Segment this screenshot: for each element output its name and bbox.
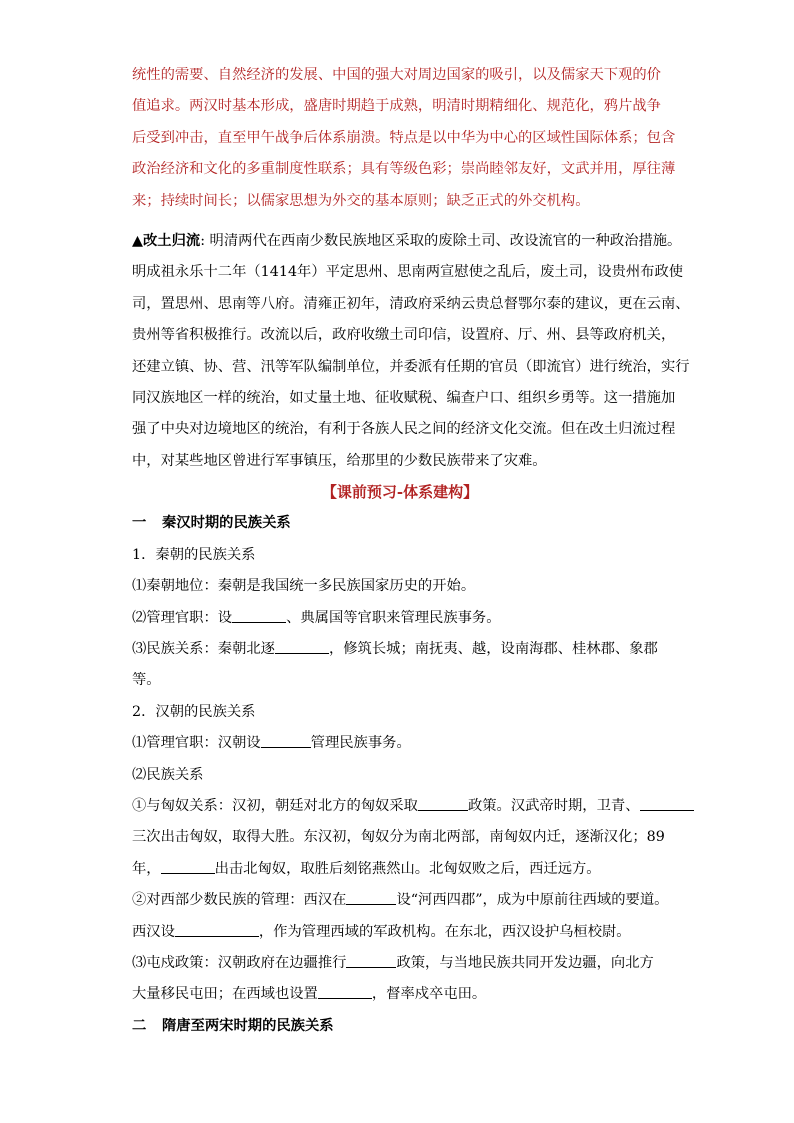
- xiongnu-line-2: 三次出击匈奴，取得大胜。东汉初，匈奴分为南北两部，南匈奴内迁，逐渐汉化；89: [132, 829, 665, 846]
- xiyu-text-c: 西汉设: [132, 923, 175, 940]
- gaitu-paragraph: [132, 226, 690, 477]
- gaitu-line-8: 中，对某些地区曾进行军事镇压，给那里的少数民族带来了灾难。: [132, 452, 547, 469]
- han-heading: 2．汉朝的民族关系: [132, 703, 256, 720]
- han-item-1-text-a: ⑴管理官职：汉朝设: [132, 735, 261, 752]
- tuntu-text-a: ⑶屯戍政策：汉朝政府在边疆推行: [132, 954, 347, 971]
- section-title: 【课前预习-体系建构】: [321, 483, 479, 502]
- gaitu-line-3: 司，置思州、思南等八府。清雍正初年，清政府采纳云贵总督鄂尔泰的建议，更在云南、: [132, 295, 690, 312]
- xiyu-text-d: ，作为管理西域的军政机构。在东北，西汉设护乌桓校尉。: [258, 923, 631, 940]
- qin-item-1: ⑴秦朝地位：秦朝是我国统一多民族国家历史的开始。: [132, 578, 476, 595]
- xiongnu-line-1: [132, 791, 668, 822]
- answer-blank[interactable]: [275, 639, 329, 654]
- tuntu-text-c: 大量移民屯田；在西域也设置: [132, 986, 318, 1003]
- part2-number: 二: [132, 1017, 147, 1034]
- xiyu-line-1: [132, 885, 668, 916]
- han-item-1-text-b: 管理民族事务。: [310, 735, 411, 752]
- part2-title: 隋唐至两宋时期的民族关系: [162, 1017, 334, 1034]
- answer-blank[interactable]: [318, 984, 372, 999]
- gaitu-line-5: 还建立镇、协、营、汛等军队编制单位，并委派有任期的官员（即流官）进行统治，实行: [132, 358, 690, 375]
- xiongnu-text-a: ①与匈奴关系：汉初，朝廷对北方的匈奴采取: [132, 797, 418, 814]
- part1-heading: [132, 508, 668, 539]
- qin-item-3-text-b: ，修筑长城；南抚夷、越，设南海郡、桂林郡、象郡: [328, 640, 658, 657]
- han-item-1: [132, 728, 668, 759]
- qin-item-2-text-b: 、典属国等官职来管理民族事务。: [286, 609, 501, 626]
- tuntu-text-d: ，督率戍卒屯田。: [371, 986, 487, 1003]
- part1-title: 秦汉时期的民族关系: [162, 515, 291, 532]
- gaitu-line-7: 强了中央对边境地区的统治，有利于各族人民之间的经济文化交流。但在改土归流过程: [132, 421, 676, 438]
- intro-line-2: 值追求。两汉时基本形成，盛唐时期趋于成熟，明清时期精细化、规范化，鸦片战争: [132, 98, 661, 115]
- gaitu-line-2: 明成祖永乐十二年（1414年）平定思州、思南两宣慰使之乱后，废土司，设贵州布政使: [132, 264, 684, 281]
- tuntu-line-2: [132, 979, 668, 1010]
- xiyu-text-a: ②对西部少数民族的管理：西汉在: [132, 892, 347, 909]
- answer-blank[interactable]: [640, 796, 694, 811]
- spacer: [132, 217, 668, 226]
- intro-line-3: 后受到冲击，直至甲午战争后体系崩溃。特点是以中华为中心的区域性国际体系；包含: [132, 129, 676, 146]
- gaitu-line-4: 贵州等省积极推行。改流以后，政府收缴土司印信，设置府、厅、州、县等政府机关，: [132, 327, 676, 344]
- gaitu-line-6: 同汉族地区一样的统治，如丈量土地、征收赋税、编查户口、组织乡勇等。这一措施加: [132, 390, 676, 407]
- qin-item-3-cont: 等。: [132, 672, 161, 689]
- qin-item-2: [132, 603, 668, 634]
- document-page: [132, 60, 690, 1042]
- answer-blank[interactable]: [346, 953, 396, 968]
- qin-item-2-text-a: ⑵管理官职：设: [132, 609, 233, 626]
- answer-blank[interactable]: [175, 922, 259, 937]
- qin-item-3: [132, 634, 668, 665]
- xiyu-text-b: 设“河西四郡”，成为中原前往西域的要道。: [396, 892, 669, 909]
- answer-blank[interactable]: [418, 796, 468, 811]
- xiongnu-line-3: [132, 854, 668, 885]
- qin-heading: 1．秦朝的民族关系: [132, 546, 256, 563]
- xiongnu-text-d: 年，: [132, 860, 161, 877]
- answer-blank[interactable]: [161, 859, 215, 874]
- answer-blank[interactable]: [232, 608, 286, 623]
- xiongnu-text-b: 政策。汉武帝时期，卫青、: [467, 797, 640, 814]
- xiyu-line-2: [132, 917, 668, 948]
- tuntu-text-b: 政策，与当地民族共同开发边疆，向北方: [396, 954, 654, 971]
- intro-line-5: 来；持续时间长；以儒家思想为外交的基本原则；缺乏正式的外交机构。: [132, 192, 590, 209]
- gaitu-text-1: : 明清两代在西南少数民族地区采取的废除土司、改设流官的一种政治措施。: [200, 233, 682, 250]
- intro-paragraph: [132, 60, 676, 217]
- xiongnu-text-e: 出击北匈奴，取胜后刻铭燕然山。北匈奴败之后，西迁远方。: [214, 860, 601, 877]
- gaitu-term: ▲改土归流: [132, 233, 201, 250]
- intro-line-4: 政治经济和文化的多重制度性联系；具有等级色彩；崇尚睦邻友好，文武并用，厚往薄: [132, 161, 676, 178]
- qin-item-3-text-a: ⑶民族关系：秦朝北逐: [132, 640, 275, 657]
- tuntu-line-1: [132, 948, 668, 979]
- han-item-2: ⑵民族关系: [132, 766, 204, 783]
- answer-blank[interactable]: [261, 733, 311, 748]
- answer-blank[interactable]: [346, 890, 396, 905]
- part1-number: 一: [132, 515, 147, 532]
- gaitu-line-1: [132, 226, 682, 257]
- part2-heading: [132, 1011, 668, 1042]
- intro-line-1: 统性的需要、自然经济的发展、中国的强大对周边国家的吸引，以及儒家天下观的价: [132, 67, 661, 83]
